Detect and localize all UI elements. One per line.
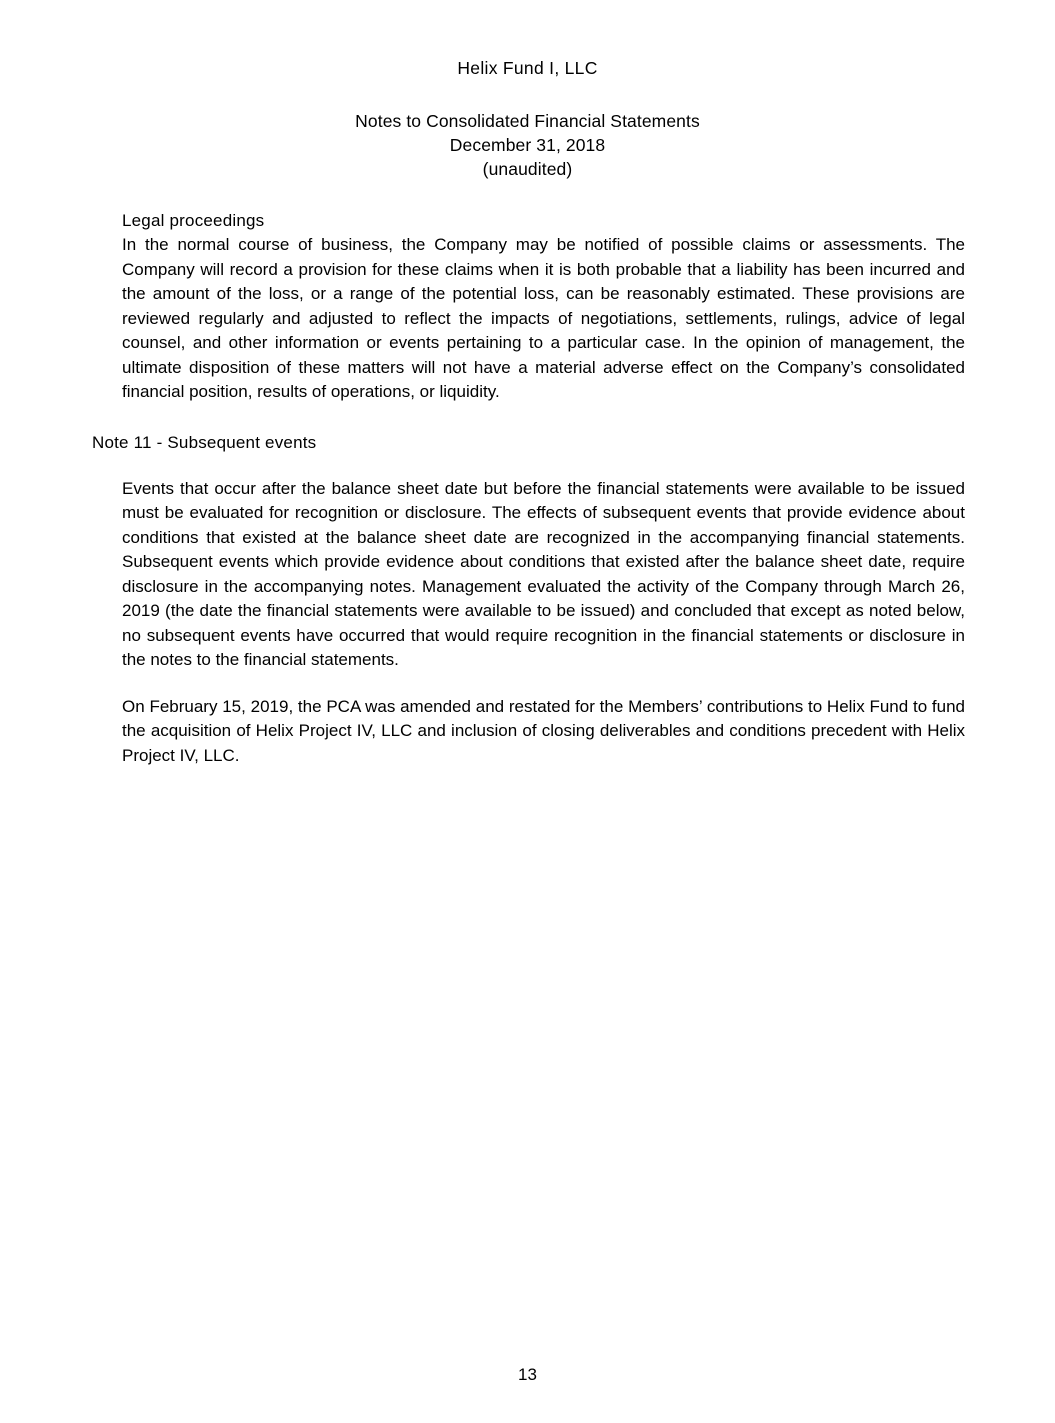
document-title-line-3: (unaudited) bbox=[482, 159, 573, 179]
note-11-paragraph-2: On February 15, 2019, the PCA was amended and restated for the Members’ contributions to Helix Fund to fund the acquisition of Helix Project IV, LLC and inclusion of closing deliverables and conditions precedent with Helix Project IV, LLC. bbox=[122, 696, 965, 765]
note-11-heading: Note 11 - Subsequent events bbox=[92, 432, 317, 452]
legal-proceedings-heading: Legal proceedings bbox=[122, 211, 265, 230]
page-number: 13 bbox=[518, 1365, 537, 1384]
legal-proceedings-body: In the normal course of business, the Company may be notified of possible claims or assessments. The Company will record a provision for these claims when it is both probable that a liability has been incurred and the amount of the loss, or a range of the potential loss, can be reasonably estimated. These provisions are reviewed regularly and adjusted to reflect the impacts of negotiations, settlements, rulings, advice of legal counsel, and other information or events pertaining to a particular case. In the opinion of management, the ultimate disposition of these matters will not have a material adverse effect on the Company’s consolidated financial position, results of operations, or liquidity. bbox=[122, 235, 965, 401]
document-title-line-2: December 31, 2018 bbox=[449, 135, 606, 155]
legal-proceedings-section bbox=[92, 209, 975, 405]
page-header bbox=[0, 58, 1055, 181]
note-11-paragraph-1: Events that occur after the balance sheet date but before the financial statements were available to be issued must be evaluated for recognition or disclosure. The effects of subsequent events that provide evidence about conditions that existed at the balance sheet date are recognized in the accompanying financial statements. Subsequent events which provide evidence about conditions that existed after the balance sheet date, require disclosure in the accompanying notes. Management evaluated the activity of the Company through March 26, 2019 (the date the financial statements were available to be issued) and concluded that except as noted below, no subsequent events have occurred that would require recognition in the financial statements or disclosure in the notes to the financial statements. bbox=[122, 478, 965, 669]
document-title bbox=[0, 109, 1055, 181]
note-11-section bbox=[92, 477, 975, 769]
document-page bbox=[0, 58, 1055, 1423]
page-content bbox=[0, 209, 1055, 768]
document-title-line-1: Notes to Consolidated Financial Statements bbox=[355, 111, 700, 131]
company-name: Helix Fund I, LLC bbox=[457, 58, 598, 78]
